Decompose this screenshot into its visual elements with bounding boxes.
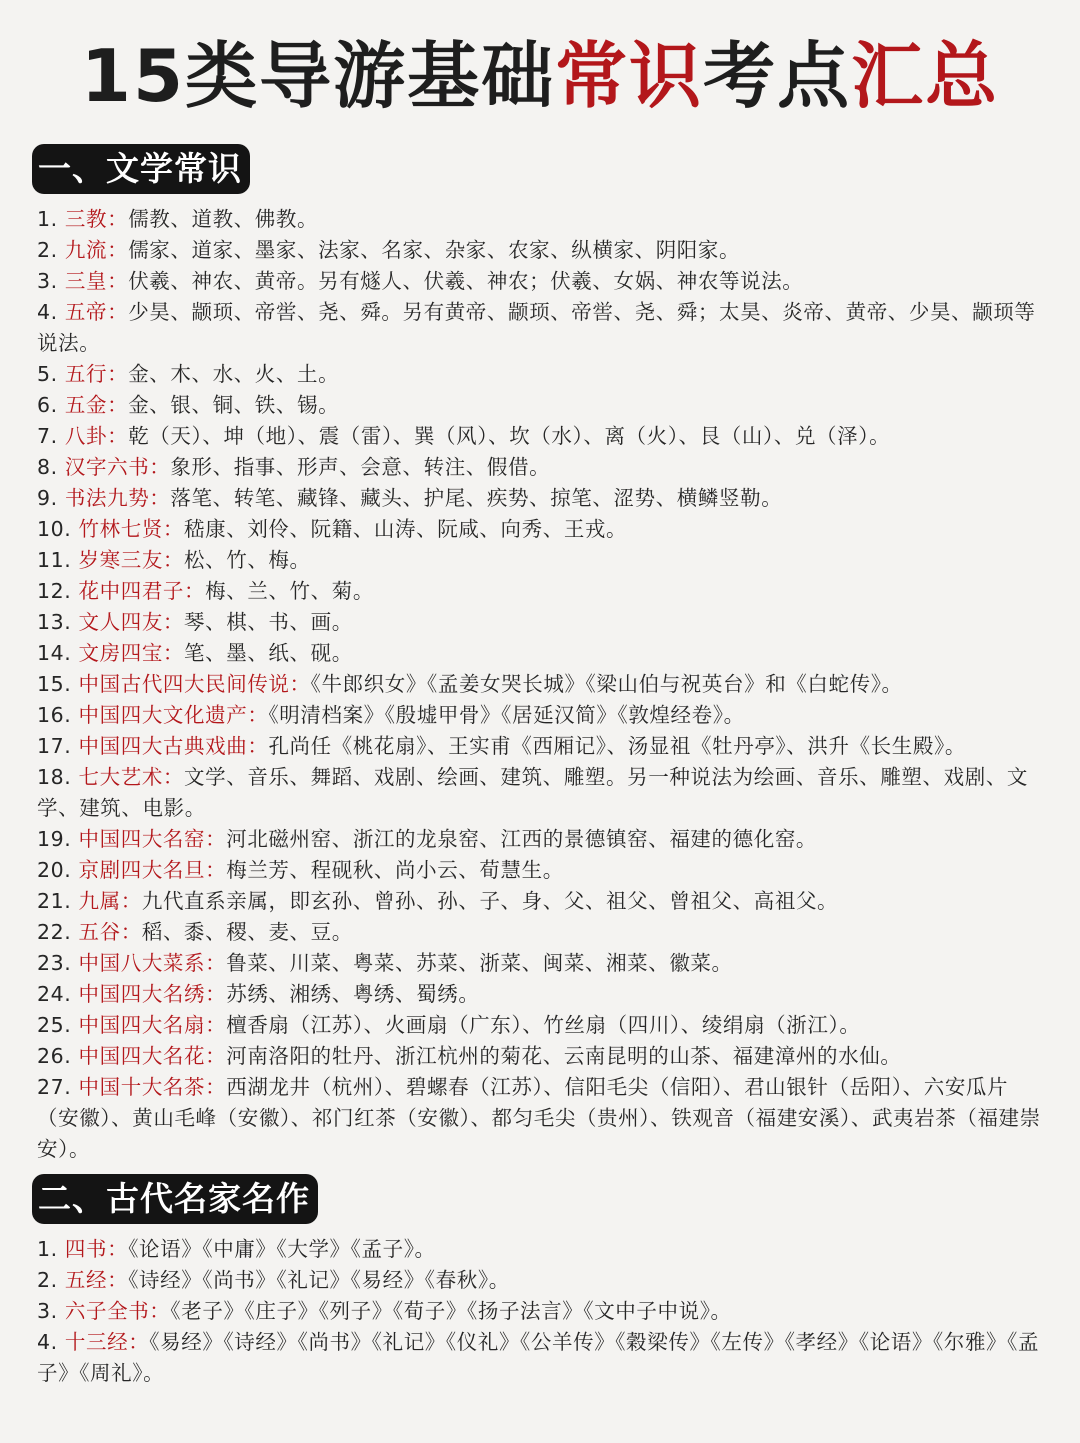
item-term: 三教： — [64, 207, 129, 231]
item-desc: 《老子》《庄子》《列子》《荀子》《扬子法言》《文中子中说》。 — [170, 1299, 732, 1323]
item-number: 5. — [37, 362, 58, 386]
item-term: 九属： — [78, 889, 142, 913]
section-header-classics: 二、古代名家名作 — [32, 1174, 318, 1224]
item-term: 文房四宝： — [78, 641, 185, 665]
item-term: 五经： — [64, 1268, 129, 1292]
item-desc: 河北磁州窑、浙江的龙泉窑、江西的景德镇窑、福建的德化窑。 — [226, 827, 818, 851]
item-desc: 松、竹、梅。 — [184, 548, 311, 572]
list-item — [37, 359, 1047, 390]
list-item — [37, 824, 1047, 855]
list-item — [37, 948, 1047, 979]
item-desc: 乾（天）、坤（地）、震（雷）、巽（风）、坎（水）、离（火）、艮（山）、兑（泽）。 — [128, 424, 891, 448]
item-desc: 琴、棋、书、画。 — [184, 610, 353, 634]
item-number: 2. — [37, 238, 58, 262]
item-term: 中国十大名茶： — [78, 1075, 227, 1099]
item-term: 竹林七贤： — [78, 517, 185, 541]
item-term: 三皇： — [64, 269, 129, 293]
list-item — [37, 979, 1047, 1010]
list-item — [37, 390, 1047, 421]
list-item — [37, 855, 1047, 886]
list-item — [37, 917, 1047, 948]
item-desc: 少昊、颛顼、帝喾、尧、舜。另有黄帝、颛顼、帝喾、尧、舜；太昊、炎帝、黄帝、少昊、颛顼等说法。 — [37, 300, 1036, 355]
item-number: 4. — [37, 1330, 58, 1354]
item-term: 四书： — [64, 1237, 129, 1261]
item-number: 8. — [37, 455, 58, 479]
title-part-1: 15类导游基础 — [80, 34, 556, 118]
item-term: 岁寒三友： — [78, 548, 185, 572]
item-desc: 金、银、铜、铁、锡。 — [128, 393, 340, 417]
item-term: 中国古代四大民间传说： — [78, 672, 311, 696]
item-desc: 九代直系亲属，即玄孙、曾孙、孙、子、身、父、祖父、曾祖父、高祖父。 — [141, 889, 839, 913]
item-number: 26. — [37, 1044, 72, 1068]
item-desc: 苏绣、湘绣、粤绣、蜀绣。 — [226, 982, 480, 1006]
item-desc: 象形、指事、形声、会意、转注、假借。 — [170, 455, 551, 479]
item-term: 汉字六书： — [64, 455, 171, 479]
item-desc: 《论语》《中庸》《大学》《孟子》。 — [128, 1237, 436, 1261]
list-item — [37, 204, 1047, 235]
list-item — [37, 1010, 1047, 1041]
page-title — [0, 32, 1080, 120]
item-term: 五谷： — [78, 920, 142, 944]
item-desc: 伏羲、神农、黄帝。另有燧人、伏羲、神农；伏羲、女娲、神农等说法。 — [128, 269, 804, 293]
item-number: 27. — [37, 1075, 72, 1099]
item-term: 书法九势： — [64, 486, 171, 510]
list-item — [37, 1041, 1047, 1072]
item-number: 6. — [37, 393, 58, 417]
item-desc: 稻、黍、稷、麦、豆。 — [141, 920, 353, 944]
list-item — [37, 1234, 1047, 1265]
list-item — [37, 762, 1047, 824]
list-item — [37, 607, 1047, 638]
item-number: 1. — [37, 1237, 58, 1261]
item-number: 14. — [37, 641, 72, 665]
title-part-3: 考点 — [703, 34, 852, 118]
list-item — [37, 452, 1047, 483]
list-item — [37, 1072, 1047, 1165]
item-term: 六子全书： — [64, 1299, 171, 1323]
item-number: 9. — [37, 486, 58, 510]
item-number: 17. — [37, 734, 72, 758]
list-item — [37, 483, 1047, 514]
item-number: 19. — [37, 827, 72, 851]
item-number: 16. — [37, 703, 72, 727]
list-item — [37, 700, 1047, 731]
item-term: 九流： — [64, 238, 129, 262]
title-part-4: 汇总 — [851, 34, 1000, 118]
item-number: 7. — [37, 424, 58, 448]
item-term: 中国四大古典戏曲： — [78, 734, 269, 758]
item-number: 10. — [37, 517, 72, 541]
item-number: 3. — [37, 1299, 58, 1323]
item-number: 24. — [37, 982, 72, 1006]
item-number: 4. — [37, 300, 58, 324]
item-number: 20. — [37, 858, 72, 882]
list-item — [37, 266, 1047, 297]
item-desc: 笔、墨、纸、砚。 — [184, 641, 353, 665]
item-desc: 嵇康、刘伶、阮籍、山涛、阮咸、向秀、王戎。 — [184, 517, 628, 541]
list-item — [37, 731, 1047, 762]
item-term: 十三经： — [64, 1330, 150, 1354]
item-term: 中国四大文化遗产： — [78, 703, 269, 727]
item-term: 中国八大菜系： — [78, 951, 227, 975]
item-number: 15. — [37, 672, 72, 696]
item-number: 23. — [37, 951, 72, 975]
list-item — [37, 1296, 1047, 1327]
item-term: 八卦： — [64, 424, 129, 448]
list-item — [37, 576, 1047, 607]
item-desc: 《牛郎织女》《孟姜女哭长城》《梁山伯与祝英台》和《白蛇传》。 — [310, 672, 903, 696]
item-term: 中国四大名扇： — [78, 1013, 227, 1037]
item-number: 13. — [37, 610, 72, 634]
title-part-2: 常识 — [555, 34, 704, 118]
item-desc: 《易经》《诗经》《尚书》《礼记》《仪礼》《公羊传》《穀梁传》《左传》《孝经》《论语》《尔雅》《孟子》《周礼》。 — [37, 1330, 1040, 1385]
item-term: 五帝： — [64, 300, 129, 324]
item-desc: 鲁菜、川菜、粤菜、苏菜、浙菜、闽菜、湘菜、徽菜。 — [226, 951, 733, 975]
item-term: 中国四大名绣： — [78, 982, 227, 1006]
item-term: 文人四友： — [78, 610, 185, 634]
item-desc: 河南洛阳的牡丹、浙江杭州的菊花、云南昆明的山茶、福建漳州的水仙。 — [226, 1044, 902, 1068]
section-header-literature: 一、文学常识 — [32, 144, 250, 194]
item-number: 11. — [37, 548, 72, 572]
item-number: 12. — [37, 579, 72, 603]
item-desc: 文学、音乐、舞蹈、戏剧、绘画、建筑、雕塑。另一种说法为绘画、音乐、雕塑、戏剧、文学、建筑、电影。 — [37, 765, 1029, 820]
item-desc: 儒家、道家、墨家、法家、名家、杂家、农家、纵横家、阴阳家。 — [128, 238, 741, 262]
item-desc: 檀香扇（江苏）、火画扇（广东）、竹丝扇（四川）、绫绢扇（浙江）。 — [226, 1013, 861, 1037]
list-item — [37, 514, 1047, 545]
list-item — [37, 886, 1047, 917]
item-desc: 《诗经》《尚书》《礼记》《易经》《春秋》。 — [128, 1268, 510, 1292]
item-number: 2. — [37, 1268, 58, 1292]
item-term: 京剧四大名旦： — [78, 858, 227, 882]
item-number: 3. — [37, 269, 58, 293]
item-desc: 落笔、转笔、藏锋、藏头、护尾、疾势、掠笔、涩势、横鳞竖勒。 — [170, 486, 783, 510]
item-term: 五行： — [64, 362, 129, 386]
item-desc: 金、木、水、火、土。 — [128, 362, 340, 386]
item-term: 七大艺术： — [78, 765, 185, 789]
list-item — [37, 297, 1047, 359]
item-term: 中国四大名窑： — [78, 827, 227, 851]
item-number: 18. — [37, 765, 72, 789]
list-item — [37, 421, 1047, 452]
classics-list — [37, 1234, 1047, 1389]
list-item — [37, 638, 1047, 669]
item-desc: 西湖龙井（杭州）、碧螺春（江苏）、信阳毛尖（信阳）、君山银针（岳阳）、六安瓜片（安徽）、黄山毛峰（安徽）、祁门红茶（安徽）、都匀毛尖（贵州）、铁观音（福建安溪）、武夷岩茶（福建崇安）。 — [37, 1075, 1041, 1161]
item-term: 五金： — [64, 393, 129, 417]
item-desc: 儒教、道教、佛教。 — [128, 207, 319, 231]
item-number: 22. — [37, 920, 72, 944]
list-item — [37, 669, 1047, 700]
item-number: 1. — [37, 207, 58, 231]
item-desc: 《明清档案》《殷墟甲骨》《居延汉简》《敦煌经卷》。 — [268, 703, 745, 727]
item-number: 25. — [37, 1013, 72, 1037]
list-item — [37, 1327, 1047, 1389]
item-desc: 梅、兰、竹、菊。 — [205, 579, 374, 603]
item-desc: 梅兰芳、程砚秋、尚小云、荀慧生。 — [226, 858, 564, 882]
list-item — [37, 235, 1047, 266]
item-term: 中国四大名花： — [78, 1044, 227, 1068]
item-number: 21. — [37, 889, 72, 913]
item-term: 花中四君子： — [78, 579, 206, 603]
list-item — [37, 545, 1047, 576]
item-desc: 孔尚任《桃花扇》、王实甫《西厢记》、汤显祖《牡丹亭》、洪升《长生殿》。 — [268, 734, 966, 758]
literature-list — [37, 204, 1047, 1165]
list-item — [37, 1265, 1047, 1296]
